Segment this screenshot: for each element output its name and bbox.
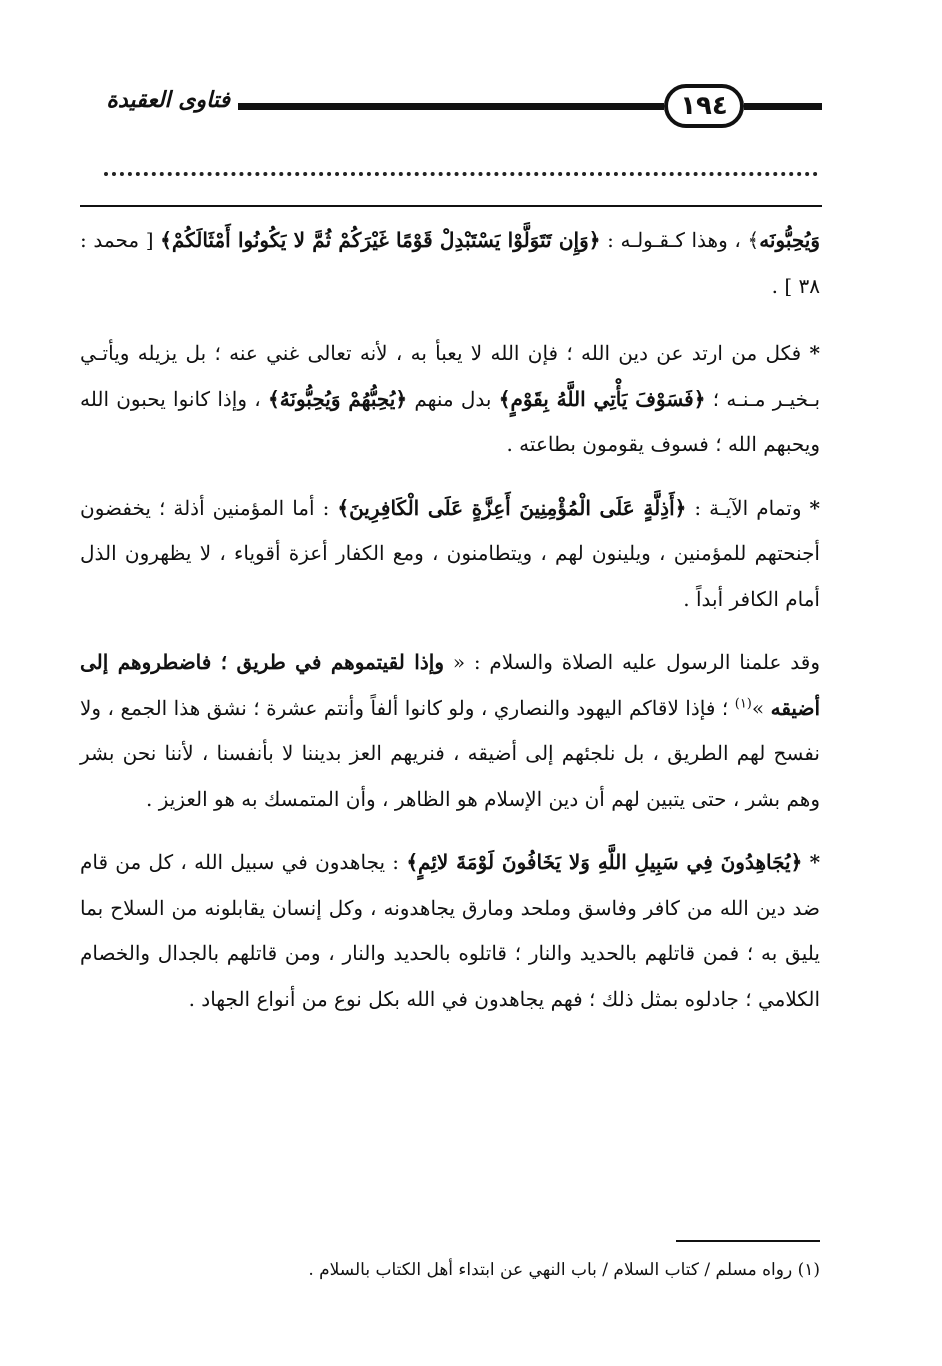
paragraph-4: [80, 640, 820, 822]
paragraph-text: ؛ فإذا لاقاكم اليهود والنصاري ، ولو كانوا ألفاً وأنتم عشرة ؛ نشق هذا الجمع ، ولا نفسح لهم الطريق ، بل نلجئهم إلى أضيقه ، فنريهم العز بديننا لا بأنفسنا ، لأننا نحن بشر وهم بشر ، حتى يتبين لهم أن دين الإسلام هو الظاهر ، وأن المتمسك به هو العزيز .: [80, 695, 820, 811]
paragraph-text: ، وإذا كانوا يحبون الله ويحبهم الله ؛ فسوف يقومون بطاعته .: [80, 386, 820, 456]
asterisk-marker: *: [809, 850, 821, 874]
page-header: [80, 76, 822, 136]
header-rule-left: [238, 103, 664, 110]
paragraph-text: : يجاهدون في سبيل الله ، كل من قام ضد دين الله من كافر وفاسق وملحد ومارق يجاهدونه ، وكل إنسان يقابلونه من السلاح بما يليق به ؛ فمن قاتلهم بالحديد والنار ؛ قاتلوه بالحديد والنار ، ومن قاتلهم بالجدال والخصام الكلامي ؛ جادلوه بمثل ذلك ؛ فهم يجاهدون في الله بكل نوع من أنواع الجهاد .: [80, 850, 820, 1011]
asterisk-marker: *: [809, 495, 820, 520]
footnote-divider: [676, 1240, 820, 1242]
quran-quote: ﴿وَإِن تَتَوَلَّوْا يَسْتَبْدِلْ قَوْمًا غَيْرَكُمْ ثُمَّ لا يَكُونُوا أَمْثَالَكُمْ﴾: [160, 228, 601, 252]
asterisk-marker: *: [809, 341, 820, 365]
quran-quote: ﴿أَذِلَّةٍ عَلَى الْمُؤْمِنِينَ أَعِزَّةٍ عَلَى الْكَافِرِينَ﴾: [337, 495, 687, 520]
quran-reference: [ محمد : ٣٨ ] .: [80, 228, 820, 298]
page-number: ١٩٤: [664, 84, 744, 128]
paragraph-text: وتمام الآيـة :: [694, 495, 802, 520]
footnote-marker: (١): [734, 695, 752, 711]
header-rule-right: [744, 103, 822, 110]
footnote: (١) رواه مسلم / كتاب السلام / باب النهي عن ابتداء أهل الكتاب بالسلام .: [308, 1260, 820, 1280]
quran-quote: ﴿يُحِبُّهُمْ وَيُحِبُّونَهُ﴾: [267, 386, 408, 411]
paragraph-text: فكل من ارتد عن دين الله ؛ فإن الله لا يعبأ به ، لأنه تعالى غني عنه ؛ بل يزيله ويأتـي بـخيـر مـنـه ؛: [80, 341, 821, 411]
quran-quote: ﴿فَسَوْفَ يَأْتِي اللَّهُ بِقَوْمٍ﴾: [498, 386, 706, 411]
paragraph-text: : أما المؤمنين أذلة ؛ يخفضون أجنحتهم للمؤمنين ، ويلينون لهم ، ويتطامنون ، ومع الكفار أعزة أقوياء ، لا يظهرون الذل أمام الكافر أبداً .: [80, 495, 820, 611]
hadith-quote: وإذا لقيتموهم في طريق ؛ فاضطروهم إلى أضيقه: [80, 650, 821, 720]
dotted-divider: [104, 172, 818, 176]
paragraph-5: [80, 840, 820, 1022]
quran-quote: وَيُحِبُّونَه: [759, 228, 820, 252]
paragraph-3: [80, 486, 820, 623]
page-body: [80, 218, 820, 1040]
paragraph-text: ، وهذا كـقـولـه :: [607, 228, 741, 252]
paragraph-text: وقد علمنا الرسول عليه الصلاة والسلام : «: [452, 650, 820, 674]
top-divider: [80, 205, 822, 207]
paragraph-text: بدل منهم: [414, 386, 492, 411]
quran-quote: ﴿يُجَاهِدُونَ فِي سَبِيلِ اللَّهِ وَلا يَخَافُونَ لَوْمَةَ لائِمٍ﴾: [406, 850, 803, 874]
header-title: فتاوى العقيدة: [106, 88, 230, 113]
paragraph-2: [80, 331, 820, 468]
paragraph-1: وَيُحِبُّونَه﴾ ، وهذا كـقـولـه : ﴿وَإِن تَتَوَلَّوْا يَسْتَبْدِلْ قَوْمًا غَيْرَكُمْ ثُمَّ لا يَكُونُوا أَمْثَالَكُمْ﴾ [ محمد : ٣٨ ] .: [80, 228, 820, 298]
paragraph-text: »: [751, 695, 765, 720]
